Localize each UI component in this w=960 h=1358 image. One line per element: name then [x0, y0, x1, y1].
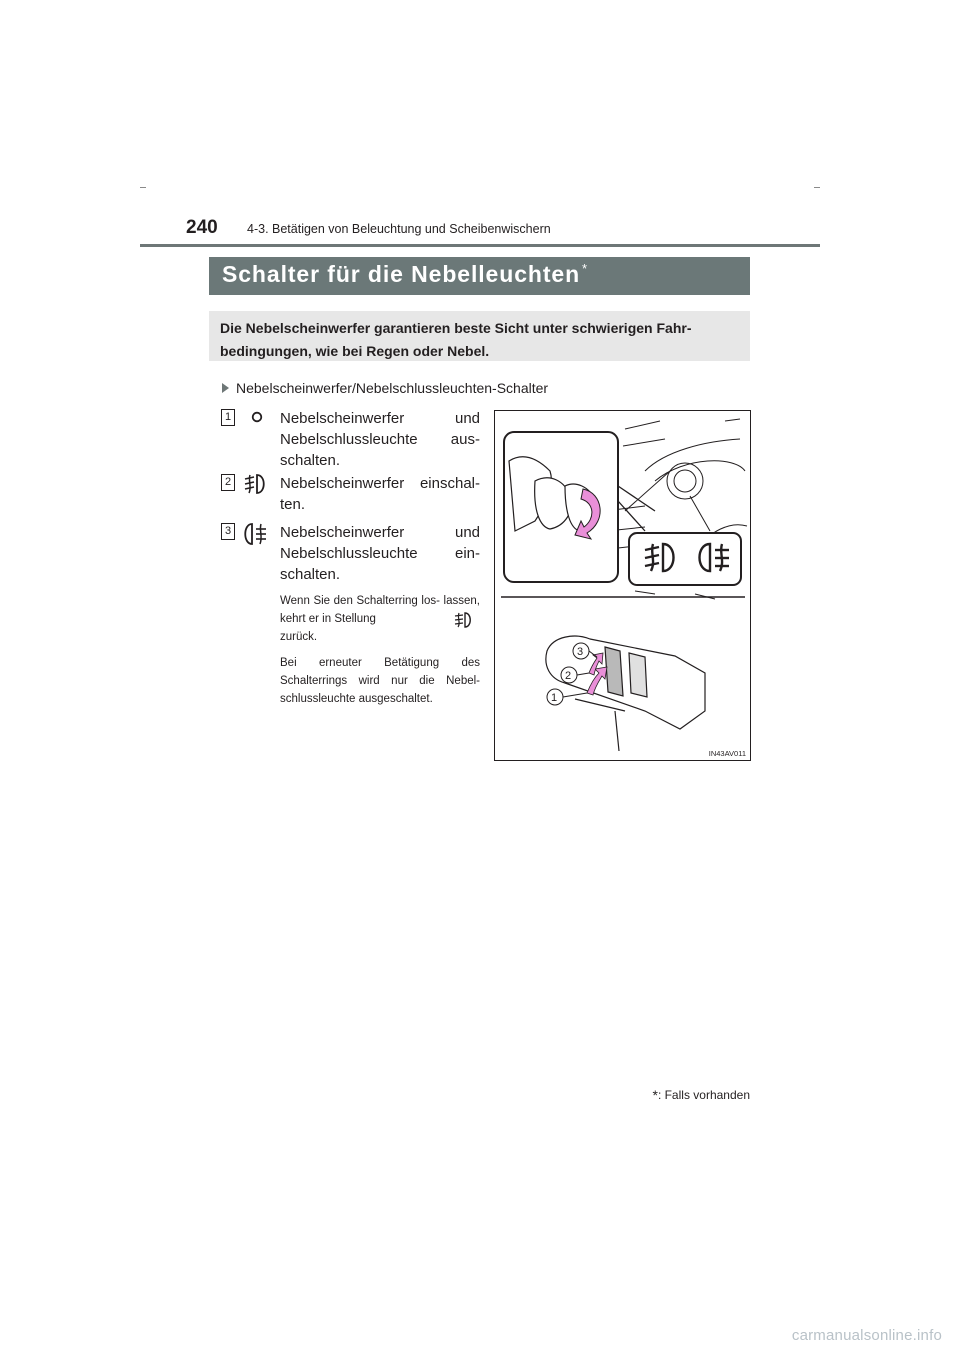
item-text-1: Nebelscheinwerfer und Nebelschlussleuchte aus- schalten. — [280, 410, 480, 469]
watermark: carmanualsonline.info — [791, 1327, 942, 1344]
note-1-end: zurück. — [280, 631, 318, 643]
callout-2: 2 — [565, 670, 572, 682]
running-head: 4-3. Betätigen von Beleuchtung und Scheibenwischern — [247, 222, 551, 236]
asterisk-icon: * — [652, 1087, 658, 1103]
subsection-heading: Nebelscheinwerfer/Nebelschlussleuchten-Schalter — [222, 380, 548, 396]
section-title-bar — [209, 257, 750, 295]
header-rule — [140, 244, 820, 247]
callout-3: 3 — [577, 646, 584, 658]
item-number-2: 2 — [221, 474, 235, 491]
crop-mark — [140, 187, 146, 188]
optional-marker: * — [582, 261, 588, 276]
page-number: 240 — [186, 217, 218, 238]
illustration-fog-light-switch — [494, 410, 751, 761]
item-number-3: 3 — [221, 523, 235, 540]
note-2: Bei erneuter Betätigung des Schalterrings wird nur die Nebel- schlussleuchte ausgeschaltet. — [280, 657, 480, 705]
item-text-2: Nebelscheinwerfer einschal- ten. — [280, 475, 480, 513]
footnote: *: Falls vorhanden — [652, 1087, 750, 1103]
item-number-1: 1 — [221, 409, 235, 426]
illustration-drawing — [495, 411, 750, 760]
front-fog-light-icon — [241, 471, 269, 497]
note-1: Wenn Sie den Schalterring los- lassen, kehrt er in Stellung — [280, 595, 480, 625]
off-circle-icon — [250, 410, 264, 424]
rear-fog-light-icon — [241, 520, 269, 548]
crop-mark — [814, 187, 820, 188]
callout-1: 1 — [551, 692, 558, 704]
front-fog-light-icon — [452, 611, 474, 629]
intro-text: Die Nebelscheinwerfer garantieren beste Sicht unter schwierigen Fahr- bedingungen, wie bei Regen oder Nebel. — [220, 320, 692, 359]
intro-box — [209, 311, 750, 361]
triangle-bullet-icon — [222, 383, 229, 393]
item-text-3: Nebelscheinwerfer und Nebelschlussleuchte ein- schalten. — [280, 524, 480, 583]
section-title: Schalter für die Nebelleuchten * — [222, 261, 588, 287]
figure-code: IN43AV011 — [708, 749, 746, 758]
